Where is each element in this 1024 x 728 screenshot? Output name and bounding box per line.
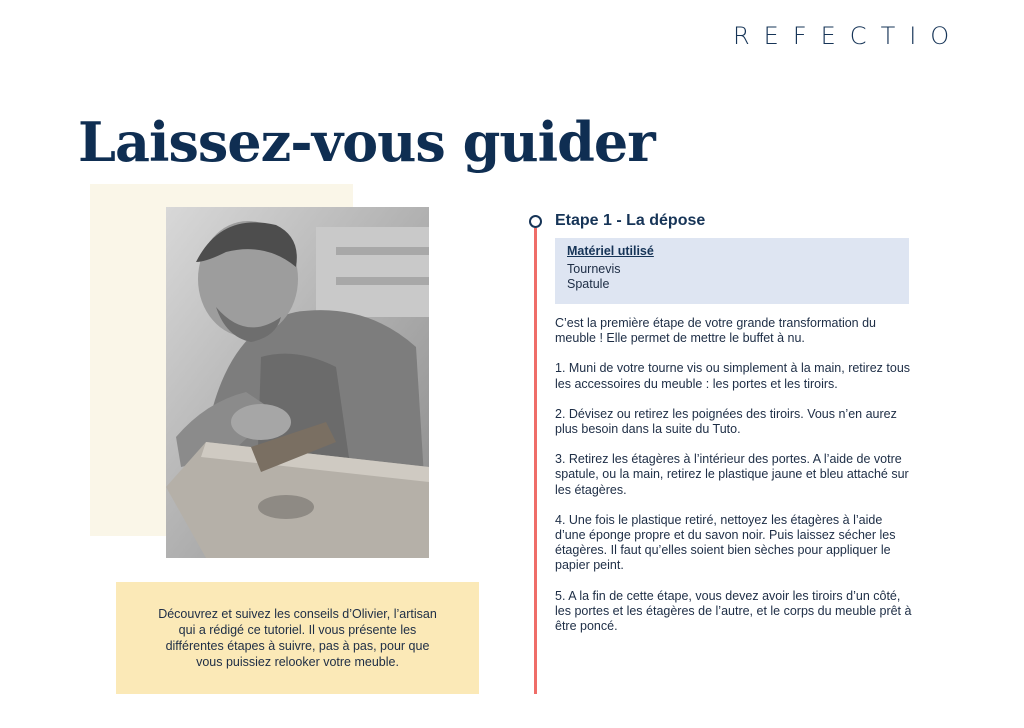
step-intro: C’est la première étape de votre grande transformation du meuble ! Elle permet de mettre le buffet à nu. bbox=[555, 316, 877, 346]
timeline-dot bbox=[529, 215, 542, 228]
material-item: Spatule bbox=[567, 277, 610, 291]
instruction-item: 4. Une fois le plastique retiré, nettoyez les étagères à l’aide d’une éponge propre et du savon noir. Puis laissez sécher les étagères. Il faut qu’elles soient bien sèches pour appliquer le papier peint. bbox=[555, 512, 896, 573]
instruction-item: 3. Retirez les étagères à l’intérieur des portes. A l’aide de votre spatule, ou la main, retirez le plastique jaune et bleu attaché sur les étagères. bbox=[555, 452, 909, 497]
step-instructions bbox=[555, 316, 915, 649]
instruction-item: 5. A la fin de cette étape, vous devez avoir les tiroirs d’un côté, les portes et les étagères de l’autre, et le corps du meuble prêt à être poncé. bbox=[555, 588, 912, 634]
materials-box bbox=[555, 238, 909, 304]
timeline-line bbox=[534, 228, 537, 694]
page-title: Laissez-vous guider bbox=[78, 110, 655, 174]
intro-caption: Découvrez et suivez les conseils d’Olivier, l’artisan qui a rédigé ce tutoriel. Il vous présente les différentes étapes à suivre, pas à pas, pour que vous puissiez relooker votre meuble. bbox=[116, 582, 479, 694]
artisan-photo bbox=[166, 207, 429, 558]
brand-logo[interactable]: REFECTIO bbox=[733, 22, 964, 50]
step-title: Etape 1 - La dépose bbox=[555, 212, 706, 229]
materials-heading: Matériel utilisé bbox=[567, 244, 654, 258]
instruction-item: 1. Muni de votre tourne vis ou simplement à la main, retirez tous les accessoires du meuble : les portes et les tiroirs. bbox=[555, 361, 911, 391]
material-item: Tournevis bbox=[567, 262, 621, 276]
instruction-item: 2. Dévisez ou retirez les poignées des tiroirs. Vous n’en aurez plus besoin dans la suite du Tuto. bbox=[555, 406, 897, 437]
